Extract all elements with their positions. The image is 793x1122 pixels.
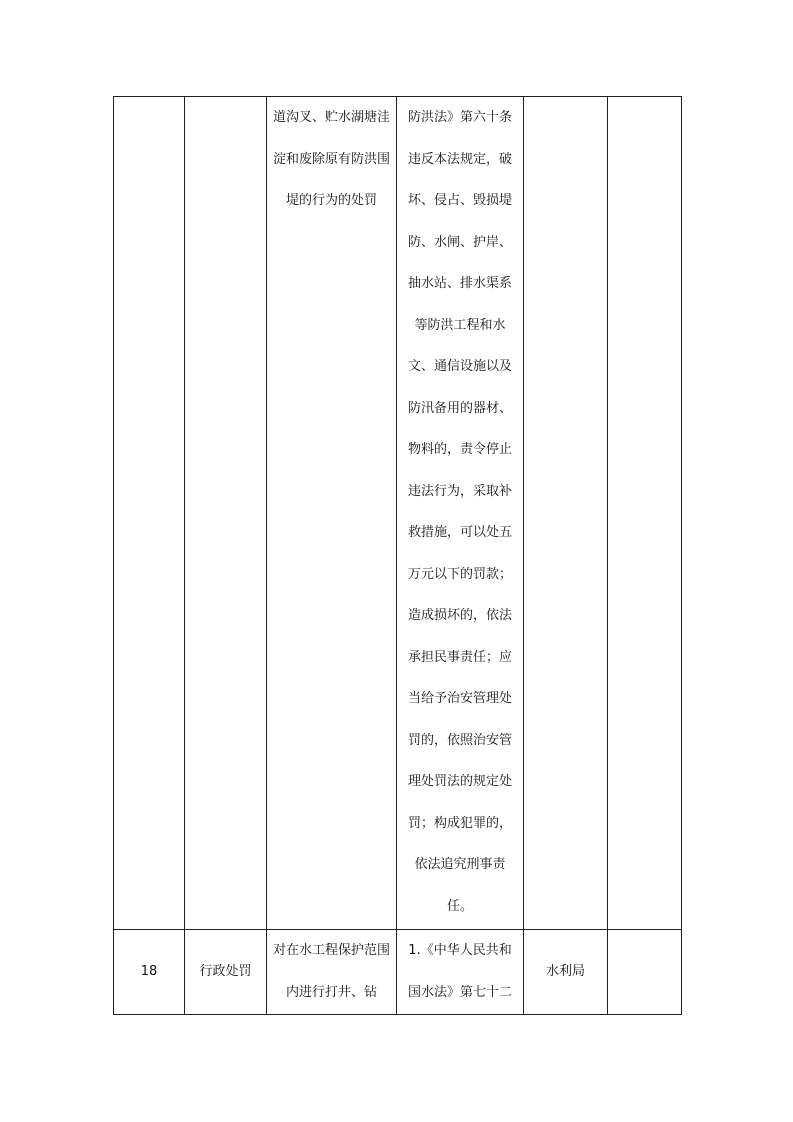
department: 水利局 (545, 964, 585, 980)
remark-cell (608, 97, 682, 930)
department-cell (524, 97, 608, 930)
legal-basis: 1.《中华人民共和国水法》第七十二 (407, 943, 512, 1000)
item-name-cell (267, 97, 397, 930)
table-row (114, 97, 682, 930)
item-name: 对在水工程保护范围内进行打井、钻 (272, 943, 390, 1000)
row-type: 行政处罚 (199, 964, 252, 980)
row-number: 18 (140, 964, 158, 980)
table-row (114, 930, 682, 1015)
document-table (113, 96, 682, 1015)
type-cell (185, 97, 267, 930)
row-number-cell (114, 930, 185, 1015)
basis-cell (397, 930, 524, 1015)
department-cell (524, 930, 608, 1015)
basis-cell (397, 97, 524, 930)
legal-basis: 防洪法》第六十条违反本法规定，破坏、侵占、毁损堤防、水闸、护岸、抽水站、排水渠系等防洪工程和水文、通信设施以及防汛备用的器材、物料的，责令停止违法行为，采取补救措施，可以处五万元以下的罚款；造成损坏的，依法承担民事责任；应当给予治安管理处罚的，依照治安管理处罚法的规定处罚；构成犯罪的，依法追究刑事责任。 (407, 110, 512, 914)
item-name: 道沟叉、贮水湖塘洼淀和废除原有防洪围堤的行为的处罚 (272, 110, 390, 208)
item-name-cell (267, 930, 397, 1015)
remark-cell (608, 930, 682, 1015)
type-cell (185, 930, 267, 1015)
row-number-cell (114, 97, 185, 930)
